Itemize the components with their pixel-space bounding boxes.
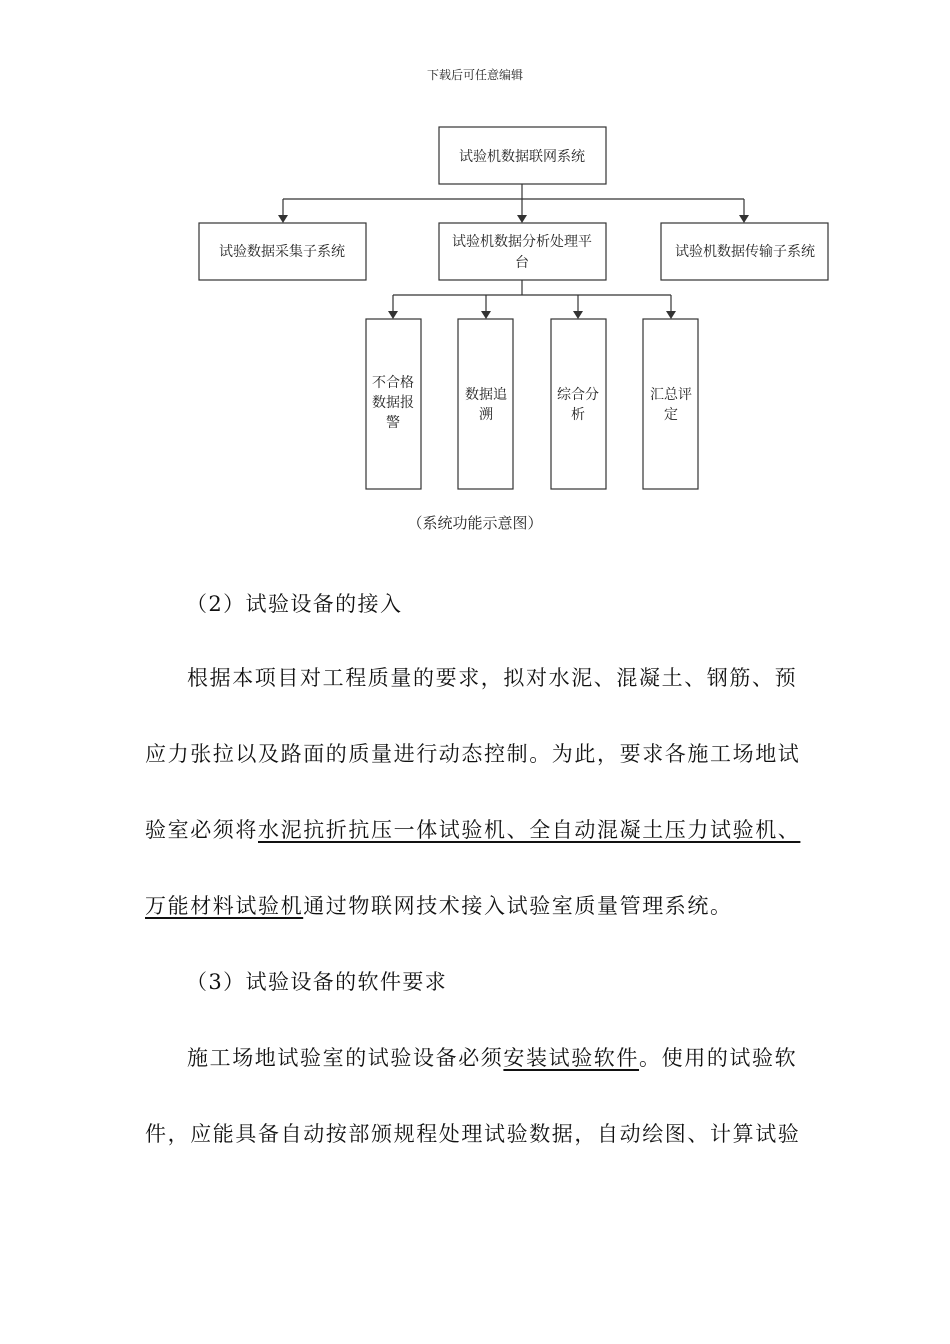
section3-heading: （3）试验设备的软件要求 xyxy=(186,970,448,994)
arrow-head xyxy=(481,311,491,319)
comprehensive-analysis-line1: 综合分 xyxy=(557,387,599,403)
page-header: 下载后可任意编辑 xyxy=(426,68,523,82)
system-function-diagram xyxy=(0,0,950,510)
arrow-head xyxy=(278,215,288,223)
acquisition-subsystem-label: 试验数据采集子系统 xyxy=(219,244,345,260)
section3-body xyxy=(145,1020,810,1172)
arrow-head xyxy=(739,215,749,223)
section2-heading: （2）试验设备的接入 xyxy=(186,592,403,616)
diagram-caption: （系统功能示意图） xyxy=(407,514,543,532)
analysis-platform-label-line1: 试验机数据分析处理平 xyxy=(452,234,592,250)
arrow-head xyxy=(388,311,398,319)
summary-evaluation-line1: 汇总评 xyxy=(650,387,692,403)
install-software-underlined: 安装试验软件 xyxy=(503,1046,640,1070)
section2-line4 xyxy=(145,868,810,944)
summary-evaluation-box xyxy=(643,319,698,489)
data-trace-box xyxy=(458,319,513,489)
section2-line3-prefix: 验室必须将 xyxy=(145,818,258,842)
section3-line1-prefix: 施工场地试验室的试验设备必须 xyxy=(187,1046,504,1070)
unqualified-alarm-line1: 不合格 xyxy=(372,375,414,391)
section2-line4-suffix: 通过物联网技术接入试验室质量管理系统。 xyxy=(303,894,733,918)
comprehensive-analysis-box xyxy=(551,319,606,489)
root-label: 试验机数据联网系统 xyxy=(459,149,585,165)
analysis-platform-label-line2: 台 xyxy=(515,255,529,271)
analysis-platform-box xyxy=(439,223,606,280)
section2-line3 xyxy=(145,792,810,868)
section2-body xyxy=(145,640,810,944)
section2-line1: 根据本项目对工程质量的要求，拟对水泥、混凝土、钢筋、预 xyxy=(187,666,798,690)
arrow-head xyxy=(517,215,527,223)
comprehensive-analysis-line2: 析 xyxy=(571,407,585,423)
transmission-subsystem-label: 试验机数据传输子系统 xyxy=(675,244,815,260)
section3-line2: 件，应能具备自动按部颁规程处理试验数据，自动绘图、计算试验 xyxy=(145,1122,801,1146)
arrow-head xyxy=(573,311,583,319)
equipment-list-underlined: 水泥抗折抗压一体试验机、全自动混凝土压力试验机、 xyxy=(258,818,801,842)
section3-line1 xyxy=(145,1020,810,1096)
universal-testing-machine-underlined: 万能材料试验机 xyxy=(145,894,304,918)
unqualified-alarm-line3: 警 xyxy=(386,415,400,431)
data-trace-line1: 数据追 xyxy=(465,387,507,403)
summary-evaluation-line2: 定 xyxy=(664,407,678,423)
arrow-head xyxy=(666,311,676,319)
section3-line1-suffix: 。使用的试验软 xyxy=(639,1046,798,1070)
unqualified-alarm-line2: 数据报 xyxy=(372,395,414,411)
data-trace-line2: 溯 xyxy=(479,407,493,423)
section2-line2: 应力张拉以及路面的质量进行动态控制。为此，要求各施工场地试 xyxy=(145,742,801,766)
